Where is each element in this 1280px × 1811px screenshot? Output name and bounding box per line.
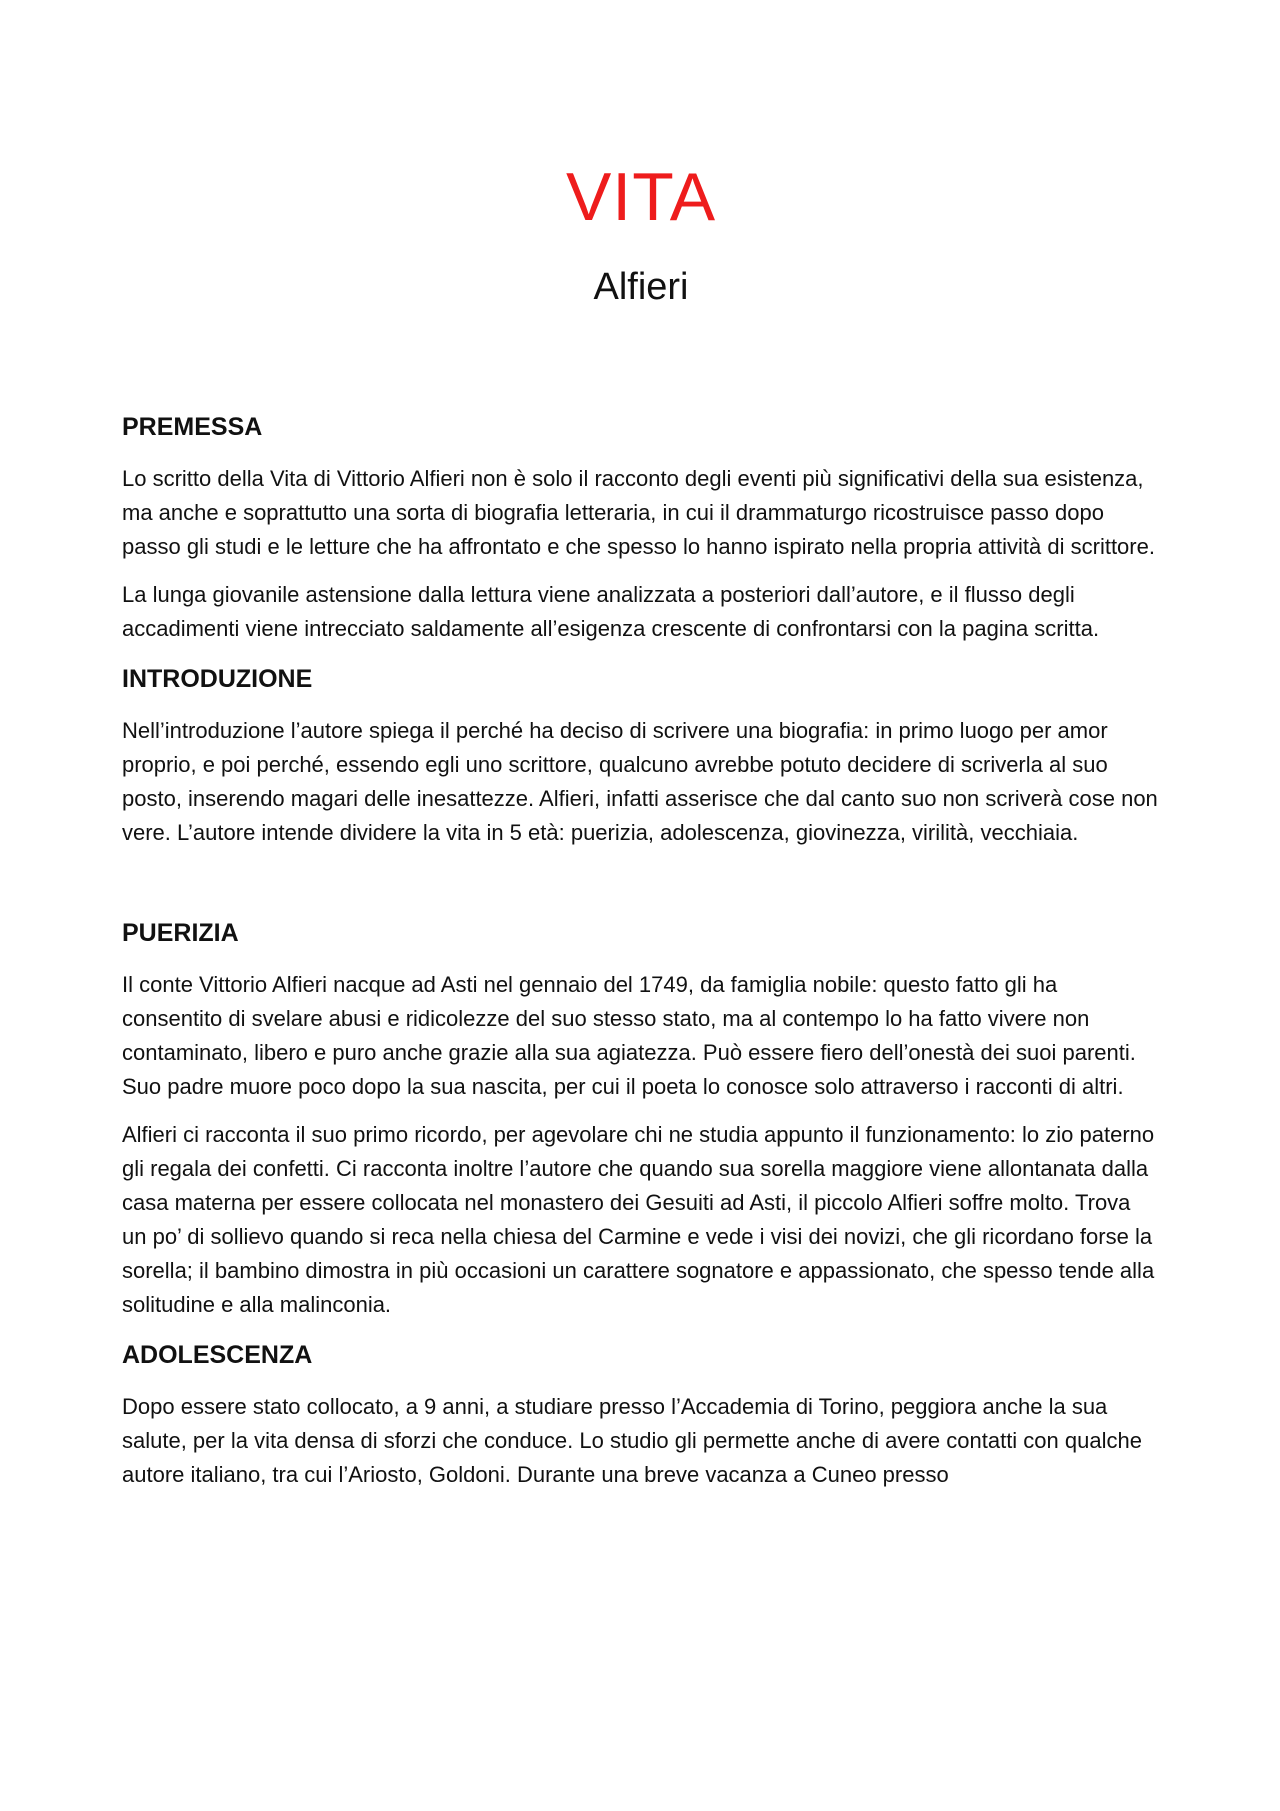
paragraph: La lunga giovanile astensione dalla lettura viene analizzata a posteriori dall’autore, e il flusso degli accadimenti viene intrecciato saldamente all’esigenza crescente di confrontarsi con la pagina scritta. — [122, 582, 1100, 641]
paragraph: Nell’introduzione l’autore spiega il perché ha deciso di scrivere una biografia: in primo luogo per amor proprio, e poi perché, essendo egli uno scrittore, qualcuno avrebbe potuto decidere di scriverla al suo posto, inserendo magari delle inesattezze. Alfieri, infatti asserisce che dal canto suo non scriverà cose non vere. L’autore intende dividere la vita in 5 età: puerizia, adolescenza, giovinezza, virilità, vecchiaia. — [122, 718, 1158, 845]
section-adolescenza — [122, 1338, 1160, 1492]
paragraph: Lo scritto della Vita di Vittorio Alfieri non è solo il racconto degli eventi più significativi della sua esistenza, ma anche e soprattutto una sorta di biografia letteraria, in cui il drammaturgo ricostruisce passo dopo passo gli studi e le letture che ha affrontato e che spesso lo hanno ispirato nella propria attività di scrittore. — [122, 466, 1155, 559]
document-subtitle: Alfieri — [593, 266, 689, 308]
section-introduzione — [122, 662, 1160, 850]
section-premessa — [122, 410, 1160, 646]
section-heading: PUERIZIA — [122, 919, 239, 947]
section-heading: ADOLESCENZA — [122, 1341, 313, 1369]
paragraph: Dopo essere stato collocato, a 9 anni, a studiare presso l’Accademia di Torino, peggiora anche la sua salute, per la vita densa di sforzi che conduce. Lo studio gli permette anche di avere contatti con qualche autore italiano, tra cui l’Ariosto, Goldoni. Durante una breve vacanza a Cuneo presso — [122, 1394, 1142, 1487]
paragraph: Il conte Vittorio Alfieri nacque ad Asti nel gennaio del 1749, da famiglia nobile: questo fatto gli ha consentito di svelare abusi e ridicolezze del suo stesso stato, ma al contempo lo ha fatto vivere non contaminato, libero e puro anche grazie alla sua agiatezza. Può essere fiero dell’onestà dei suoi parenti. Suo padre muore poco dopo la sua nascita, per cui il poeta lo conosce solo attraverso i racconti di altri. — [122, 972, 1136, 1099]
paragraph: Alfieri ci racconta il suo primo ricordo, per agevolare chi ne studia appunto il funzionamento: lo zio paterno gli regala dei confetti. Ci racconta inoltre l’autore che quando sua sorella maggiore viene allontanata dalla casa materna per essere collocata nel monastero dei Gesuiti ad Asti, il piccolo Alfieri soffre molto. Trova un po’ di sollievo quando si reca nella chiesa del Carmine e vede i visi dei novizi, che gli ricordano forse la sorella; il bambino dimostra in più occasioni un carattere sognatore e appassionato, che spesso tende alla solitudine e alla malinconia. — [122, 1122, 1155, 1317]
section-heading: INTRODUZIONE — [122, 665, 313, 693]
document-title: VITA — [565, 159, 717, 235]
section-puerizia — [122, 916, 1160, 1322]
section-heading: PREMESSA — [122, 413, 263, 441]
